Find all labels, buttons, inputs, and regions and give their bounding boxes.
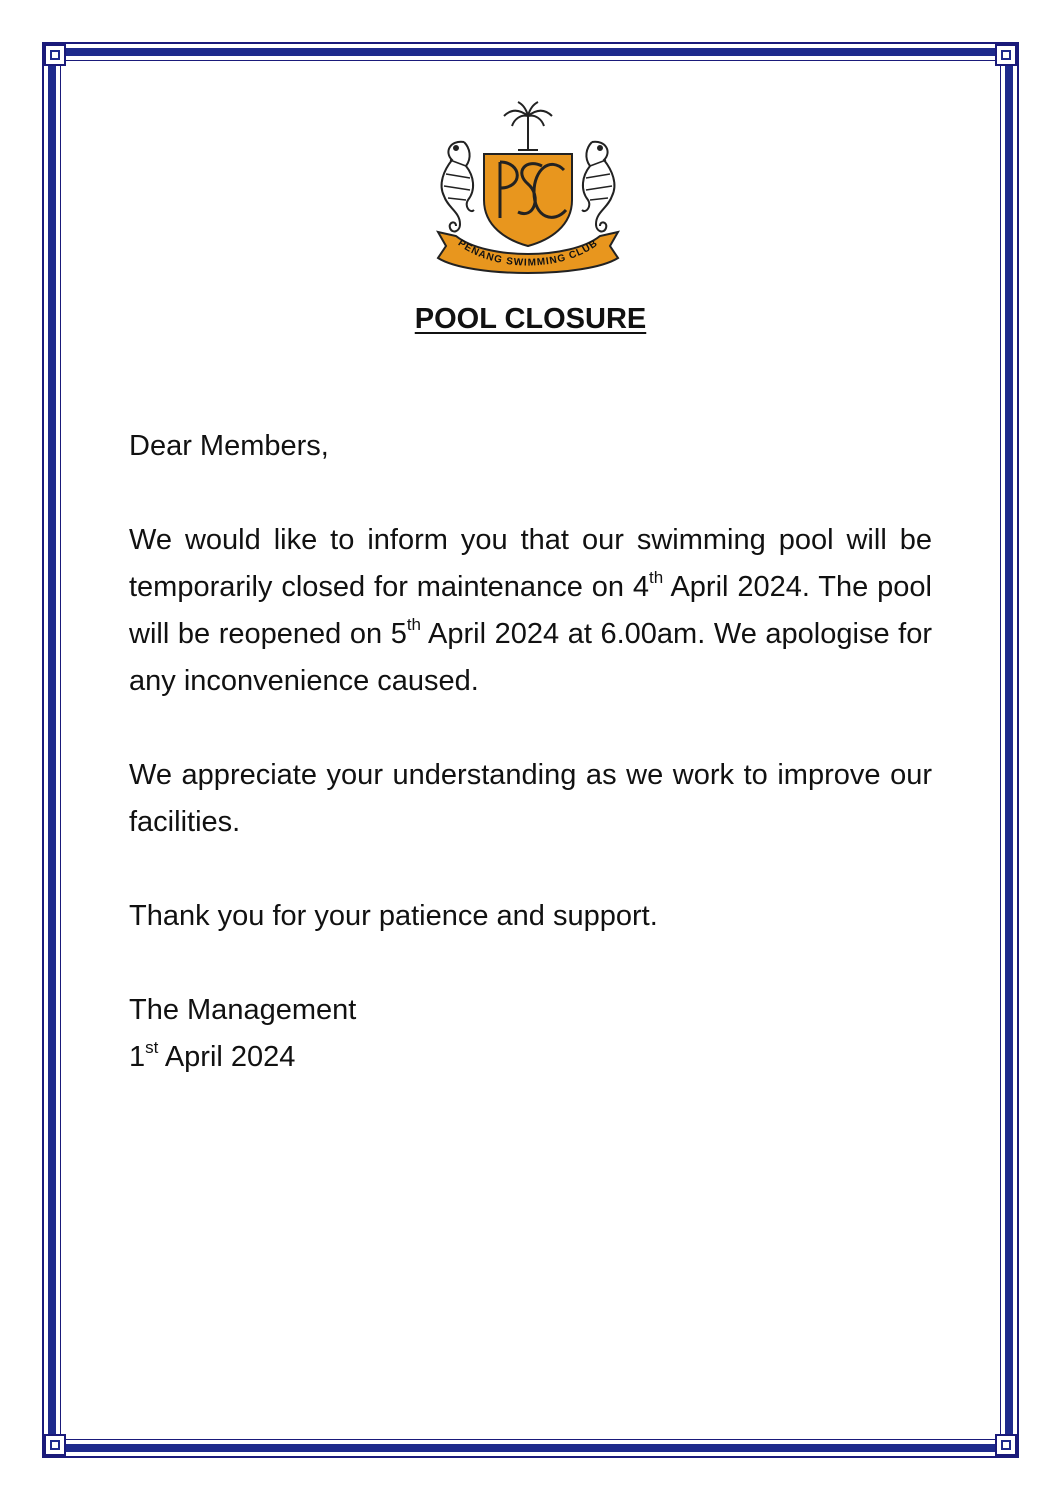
date-day: 1 (129, 1041, 146, 1073)
club-crest-logo (430, 100, 626, 280)
ordinal-suffix-5th: th (406, 615, 422, 635)
paragraph1-part1: We would like to inform you that our swimming pool will be temporarily closed for maintenance on 4 (129, 524, 932, 603)
date-rest: April 2024 (158, 1041, 296, 1073)
right-seahorse-icon (582, 142, 614, 232)
signature: The Management (129, 994, 357, 1026)
page-title: POOL CLOSURE (414, 303, 647, 335)
greeting: Dear Members, (129, 430, 329, 462)
paragraph1-part2: April 2024. The pool will be reopened on 5 (129, 571, 932, 650)
corner-ornament-top-right (995, 44, 1017, 66)
paragraph1-part3: April 2024 at 6.00am. We apologise for any inconvenience caused. (129, 618, 932, 697)
notice-date (129, 1034, 932, 1081)
paragraph-closure-details (129, 517, 932, 705)
corner-ornament-bottom-left (44, 1434, 66, 1456)
palm-tree-icon (504, 102, 552, 150)
paragraph-appreciation: We appreciate your understanding as we work to improve our facilities. (129, 759, 932, 838)
ordinal-suffix-4th: th (648, 568, 664, 588)
notice-body (129, 423, 932, 1081)
corner-ornament-top-left (44, 44, 66, 66)
crest-shield (484, 154, 572, 246)
corner-ornament-bottom-right (995, 1434, 1017, 1456)
paragraph-thanks: Thank you for your patience and support. (129, 900, 658, 932)
ribbon-text: PENANG SWIMMING CLUB (455, 237, 601, 269)
ordinal-suffix-1st: st (145, 1038, 159, 1058)
left-seahorse-icon (442, 142, 474, 232)
